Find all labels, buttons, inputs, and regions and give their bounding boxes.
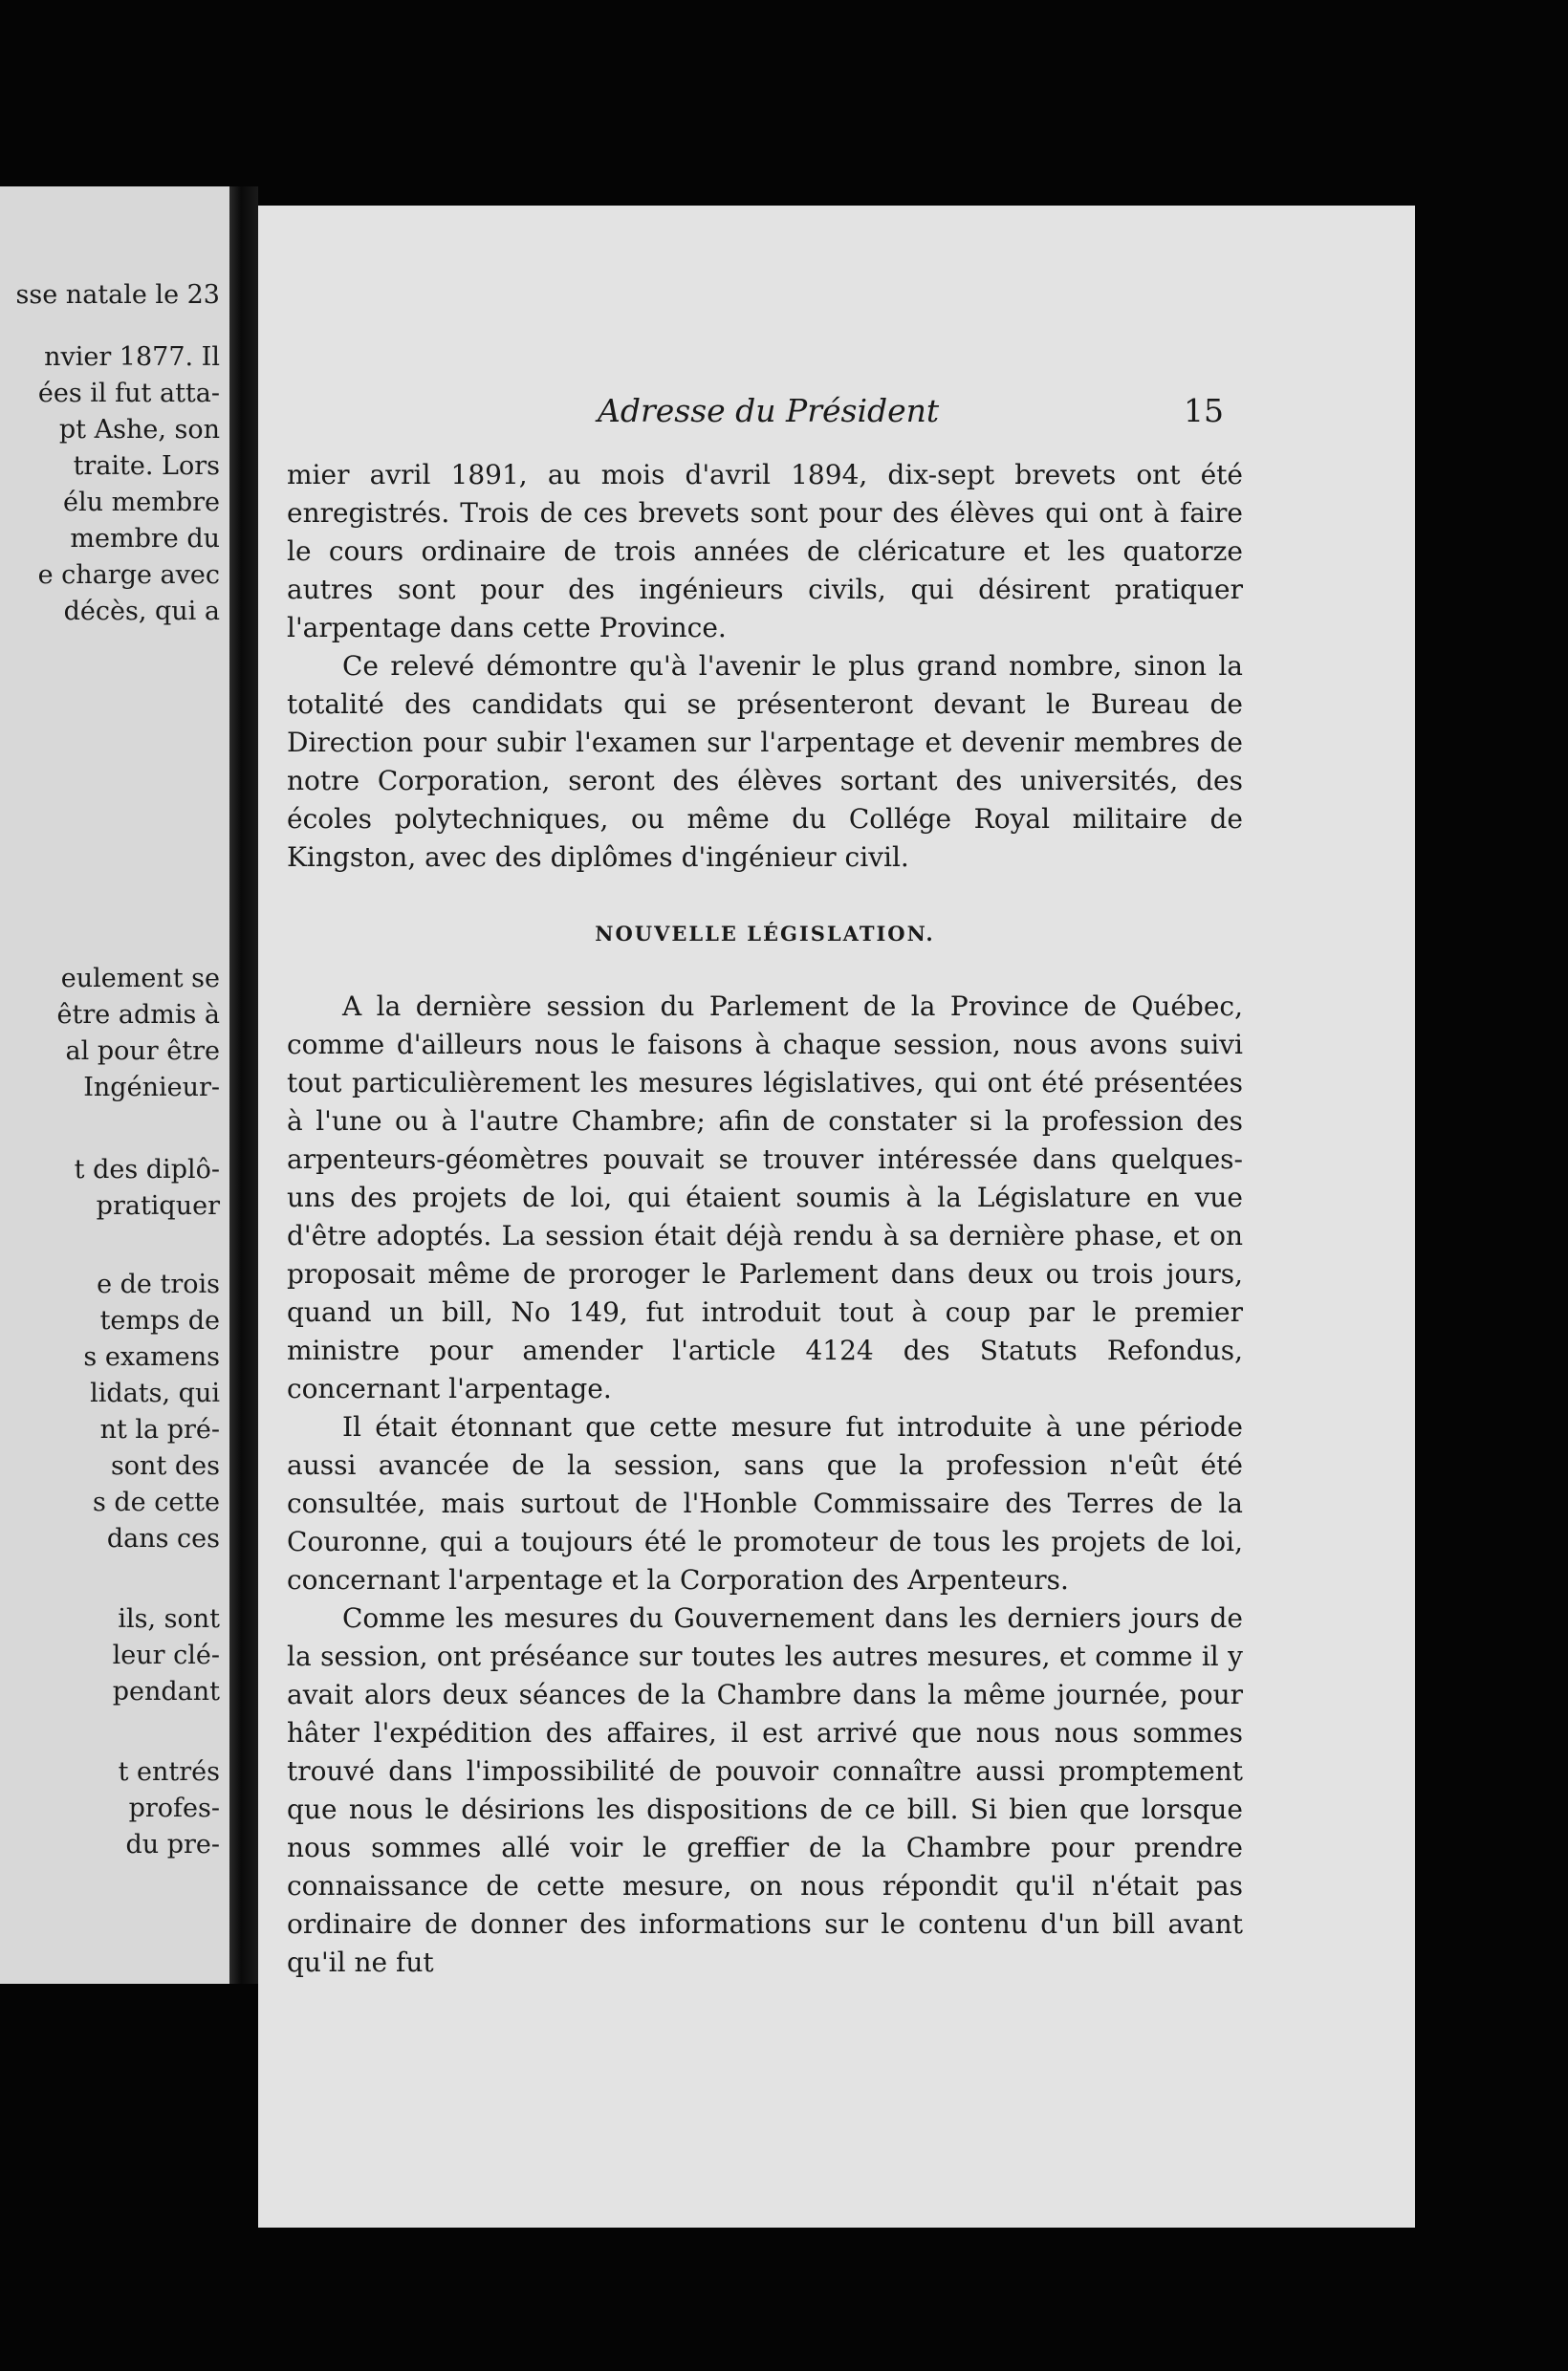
left-page-line: traite. Lors [73,451,220,481]
left-page-line: lidats, qui [90,1379,220,1408]
paragraph-4: Il était étonnant que cette mesure fut introduite à une période aussi avancée de la session, sans que la profession n'eût été consultée, mais surtout de l'Honble Commissaire des Terres de la Couronne, qui a toujours été le promoteur de tous les projets de loi, concernant l'arpentage et la Corporation des Arpenteurs. [287,1411,1243,1596]
left-page-line: al pour être [65,1036,220,1066]
left-page-line: eulement se [60,964,220,993]
running-title: Adresse du Président [598,392,940,429]
left-page-line: s examens [83,1342,220,1372]
left-page-line: profes- [128,1794,220,1823]
paragraph-2: Ce relevé démontre qu'à l'avenir le plus grand nombre, sinon la totalité des candidats qui se présenteront devant le Bureau de Direction pour subir l'examen sur l'arpentage et devenir membres de notre Corporation, seront des élèves sortant des universités, des écoles polytechniques, ou même du Collége Royal militaire de Kingston, avec des diplômes d'ingénieur civil. [287,650,1243,873]
paragraph-5: Comme les mesures du Gouvernement dans les derniers jours de la session, ont préséance sur toutes les autres mesures, et comme il y avait alors deux séances de la Chambre dans la même journée, pour hâter l'expédition des affaires, il est arrivé que nous nous sommes trouvé dans l'impossibilité de pouvoir connaître aussi promptement que nous le désirions les dispositions de ce bill. Si bien que lorsque nous sommes allé voir le greffier de la Chambre pour prendre connaissance de cette mesure, on nous répondit qu'il n'était pas ordinaire de donner des informations sur le contenu d'un bill avant qu'il ne fut [287,1602,1243,1978]
main-page [258,206,1415,2228]
left-page-line: membre du [70,524,220,554]
page-header [258,392,1415,435]
book-gutter [229,186,258,1984]
section-heading: NOUVELLE LÉGISLATION. [595,922,935,946]
left-page-line: t entrés [118,1757,220,1787]
left-page-line: e de trois [97,1270,220,1299]
left-page-line: pt Ashe, son [58,415,220,445]
left-page-line: ils, sont [118,1604,220,1634]
left-page-line: s de cette [92,1488,220,1517]
left-page-line: du pre- [125,1830,220,1860]
left-page-line: Ingénieur- [83,1073,220,1102]
left-page-line: pendant [112,1677,220,1707]
left-page-line: leur clé- [112,1641,220,1670]
left-page-line: pratiquer [96,1191,220,1221]
left-page-line: élu membre [63,488,220,517]
left-page-line: sse natale le 23 [15,280,220,310]
paragraph-1: mier avril 1891, au mois d'avril 1894, dix-sept brevets ont été enregistrés. Trois de ces brevets sont pour des élèves qui ont à faire le cours ordinaire de trois années de cléricature et les quatorze autres sont pour des ingénieurs civils, qui désirent pratiquer l'arpentage dans cette Province. [287,459,1243,643]
left-page-line: nt la pré- [99,1415,220,1445]
left-page-line: décès, qui a [63,597,220,626]
left-page-line: être admis à [56,1000,220,1030]
left-page-line: e charge avec [37,560,220,590]
left-page-line: ées il fut atta- [37,379,220,408]
left-page-line: temps de [99,1306,220,1336]
left-page-line: dans ces [106,1524,220,1554]
page-number: 15 [1184,392,1224,429]
body-text [287,456,1243,1982]
paragraph-3: A la dernière session du Parlement de la Province de Québec, comme d'ailleurs nous le faisons à chaque session, nous avons suivi tout particulièrement les mesures législatives, qui ont été présentées à l'une ou à l'autre Chambre; afin de constater si la profession des arpenteurs-géomètres pouvait se trouver intéressée dans quelques-uns des projets de loi, qui étaient soumis à la Législature en vue d'être adoptés. La session était déjà rendu à sa dernière phase, et on proposait même de proroger le Parlement dans deux ou trois jours, quand un bill, No 149, fut introduit tout à coup par le premier ministre pour amender l'article 4124 des Statuts Refondus, concernant l'arpentage. [287,990,1243,1404]
left-page-line: sont des [110,1451,220,1481]
left-page-line: nvier 1877. Il [44,342,220,372]
left-facing-page [0,186,229,1984]
left-page-line: t des diplô- [74,1155,220,1185]
